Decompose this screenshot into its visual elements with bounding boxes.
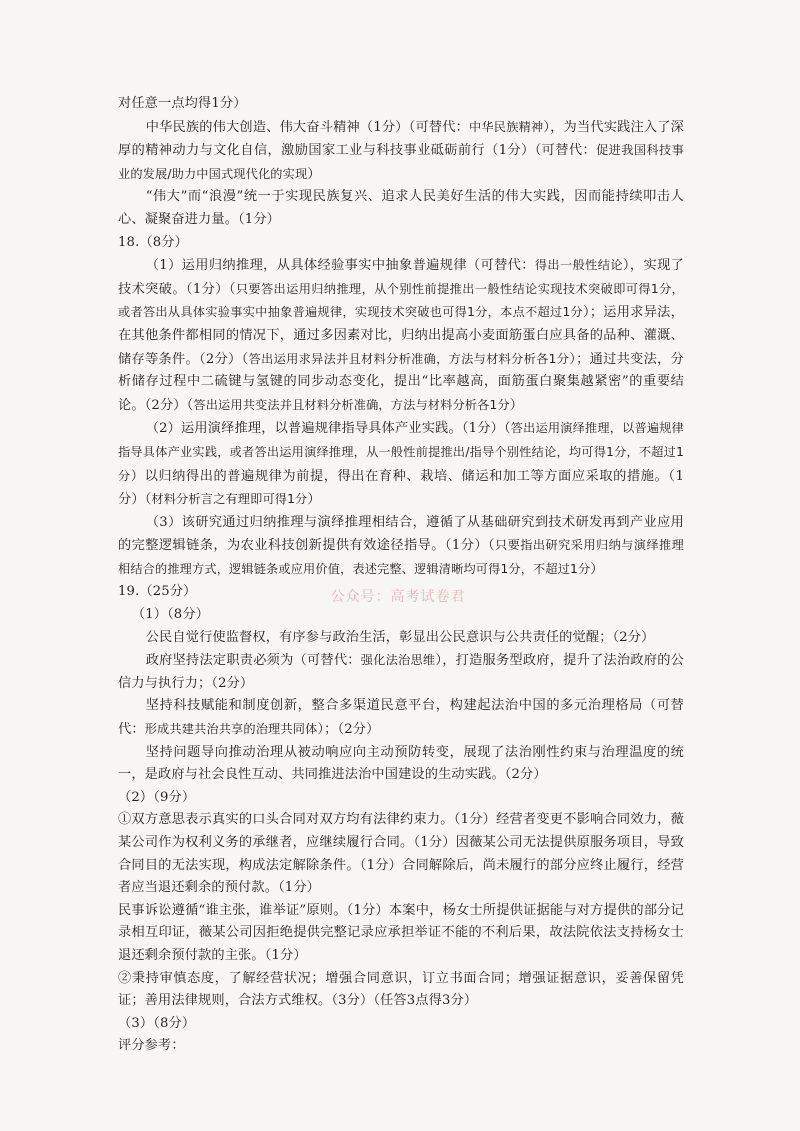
paragraph [118, 742, 684, 787]
scoring-note: 得出一般性结论 [534, 258, 623, 273]
paragraph [118, 232, 684, 255]
text-run: “伟大”而“浪漫”统一于实现民族复兴、追求人民美好生活的伟大实践，因而能持续叩击人心、凝聚奋进力量。（1分） [118, 189, 684, 227]
text-run: 对任意一点均得1分） [118, 96, 247, 111]
scoring-note: 促进我国科技事业的发展/助力中国式现代化的实现 [118, 143, 684, 181]
scoring-note: 答出运用共变法并且材料分析准确，方法与材料分析各1分 [193, 397, 510, 412]
text-run: ） [307, 492, 321, 508]
text-run: （2）（9分） [118, 789, 196, 805]
paragraph [118, 1035, 684, 1058]
paragraph [118, 186, 684, 231]
paragraph [118, 695, 684, 741]
paragraph [118, 93, 684, 116]
text-run: 政府坚持法定职责必须为（可替代： [145, 653, 361, 669]
text-run: ） [509, 397, 524, 413]
text-run: ），实现了技术突破。（1分）（ [118, 258, 684, 297]
paragraph [118, 787, 684, 810]
scoring-note: 只要答出运用归纳推理，从个别性前提推出一般性结论实现技术突破即可得1分，或者答出从具体实验事实中抽象普遍规律，实现技术突破也可得1分，本点不超过1分 [118, 281, 684, 320]
watermark: 公众号：高考试卷君 [330, 589, 466, 605]
text-run: ①双方意思表示真实的口头合同对双方均有法律约束力。（1分）经营者变更不影响合同效力，薇某公司作为权利义务的承继者，应继续履行合同。（1分）因薇某公司无法提供原服务项目，导致合同目的无法实现，构成法定解除条件。（1分）合同解除后，尚未履行的部分应终止履行，经营者应当退还剩余的预付款。（1分） [118, 812, 684, 896]
text-run: ②秉持审慎态度，了解经营状况；增强合同意识，订立书面合同；增强证据意识，妥善保留凭证；善用法律规则，合法方式维权。（3分）（任答3点得3分） [118, 970, 684, 1009]
text-run: 评分参考： [118, 1038, 185, 1054]
text-run: ） [590, 561, 604, 577]
text-run: （2）运用演绎推理，以普遍规律指导具体产业实践。（1分）（ [145, 421, 511, 437]
text-run: ）；运用求异法，在其他条件都相同的情况下，通过多因素对比，归纳出提高小麦面筋蛋白应具备的品种、灌溉、储存等条件。（2分）（ [118, 305, 684, 367]
text-run: 坚持问题导向推动治理从被动响应向主动预防转变，展现了法治刚性约束与治理温度的统一，是政府与社会良性互动、共同推进法治中国建设的生动实践。（2分） [118, 744, 684, 783]
paragraph [118, 116, 684, 187]
text-run: （3）（8分） [118, 1015, 196, 1031]
paragraph [118, 900, 684, 968]
text-run: ），打造服务型政府，提升了法治政府的公信力与执行力；（2分） [118, 653, 684, 691]
text-run: 18.（8分） [118, 234, 188, 250]
text-run: 中华民族的伟大创造、伟大奋斗精神（1分）（可替代： [145, 119, 470, 135]
scoring-note: 答出运用求异法并且材料分析准确，方法与材料分析各1分 [248, 351, 570, 366]
text-run: 19.（25分） [118, 584, 197, 600]
scoring-note: 只要指出研究采用归纳与演绎推理相结合的推理方式，逻辑链条或应用价值，表述完整、逻辑清晰均可得1分，不超过1分 [118, 538, 684, 576]
text-run: 民事诉讼遵循“谁主张，谁举证”原则。（1分）本案中，杨女士所提供证据能与对方提供的部分记录相互印证，薇某公司因拒绝提供完整记录应承担举证不能的不利后果，故法院依法支持杨女士退还剩余预付款的主张。（1分） [118, 902, 684, 963]
paragraph [118, 254, 684, 417]
text-run: （1）（8分） [131, 607, 210, 623]
text-run: ）；通过共变法，分析储存过程中二硫键与氢键的同步动态变化，提出“比率越高，面筋蛋白聚集越紧密”的重要结论。（2分）（ [118, 351, 685, 413]
paragraph [118, 604, 684, 627]
scoring-note: 材料分析言之有理即可得1分 [151, 492, 308, 507]
paragraph [118, 809, 684, 899]
text-run: ）以归纳得出的普遍规律为前提，得出在育种、栽培、储运和加工等方面应采取的措施。（1分）（ [118, 468, 685, 508]
text-run: ），为当代实践注入了深厚的精神动力与文化自信，激励国家工业与科技事业砥砺前行（1分）（可替代： [118, 119, 684, 159]
scoring-note: 答出运用演绎推理，以普遍规律指导具体产业实践，或者答出运用演绎推理，从一般性前提推出/指导个别性结论，均可得1分，不超过1分 [118, 421, 684, 483]
text-run: ） [307, 166, 321, 182]
text-run: （3）该研究通过归纳推理与演绎推理相结合，遵循了从基础研究到技术研发再到产业应用的完整逻辑链条，为农业科技创新提供有效途径指导。（1分）（ [118, 514, 684, 554]
text-run: 公民自觉行使监督权，有序参与政治生活，彰显出公民意识与公共责任的觉醒；（2分） [145, 629, 655, 645]
paragraph [118, 417, 684, 511]
scoring-note: 强化法治思维 [360, 653, 436, 668]
paragraph [118, 1013, 684, 1036]
paragraph [118, 512, 684, 582]
scoring-note: 形成共建共治共享的治理共同体 [144, 722, 318, 737]
paragraph [118, 649, 684, 695]
paragraph [118, 968, 684, 1013]
answer-key-text [118, 93, 684, 1058]
scoring-note: 中华民族精神 [469, 119, 544, 134]
text-run: （1）运用归纳推理，从具体经验事实中抽象普遍规律（可替代： [145, 258, 535, 274]
paragraph [118, 627, 684, 650]
text-run: ）；（2分） [317, 722, 380, 738]
text-run: 坚持科技赋能和制度创新，整合多渠道民意平台，构建起法治中国的多元治理格局（可替代： [118, 698, 684, 738]
